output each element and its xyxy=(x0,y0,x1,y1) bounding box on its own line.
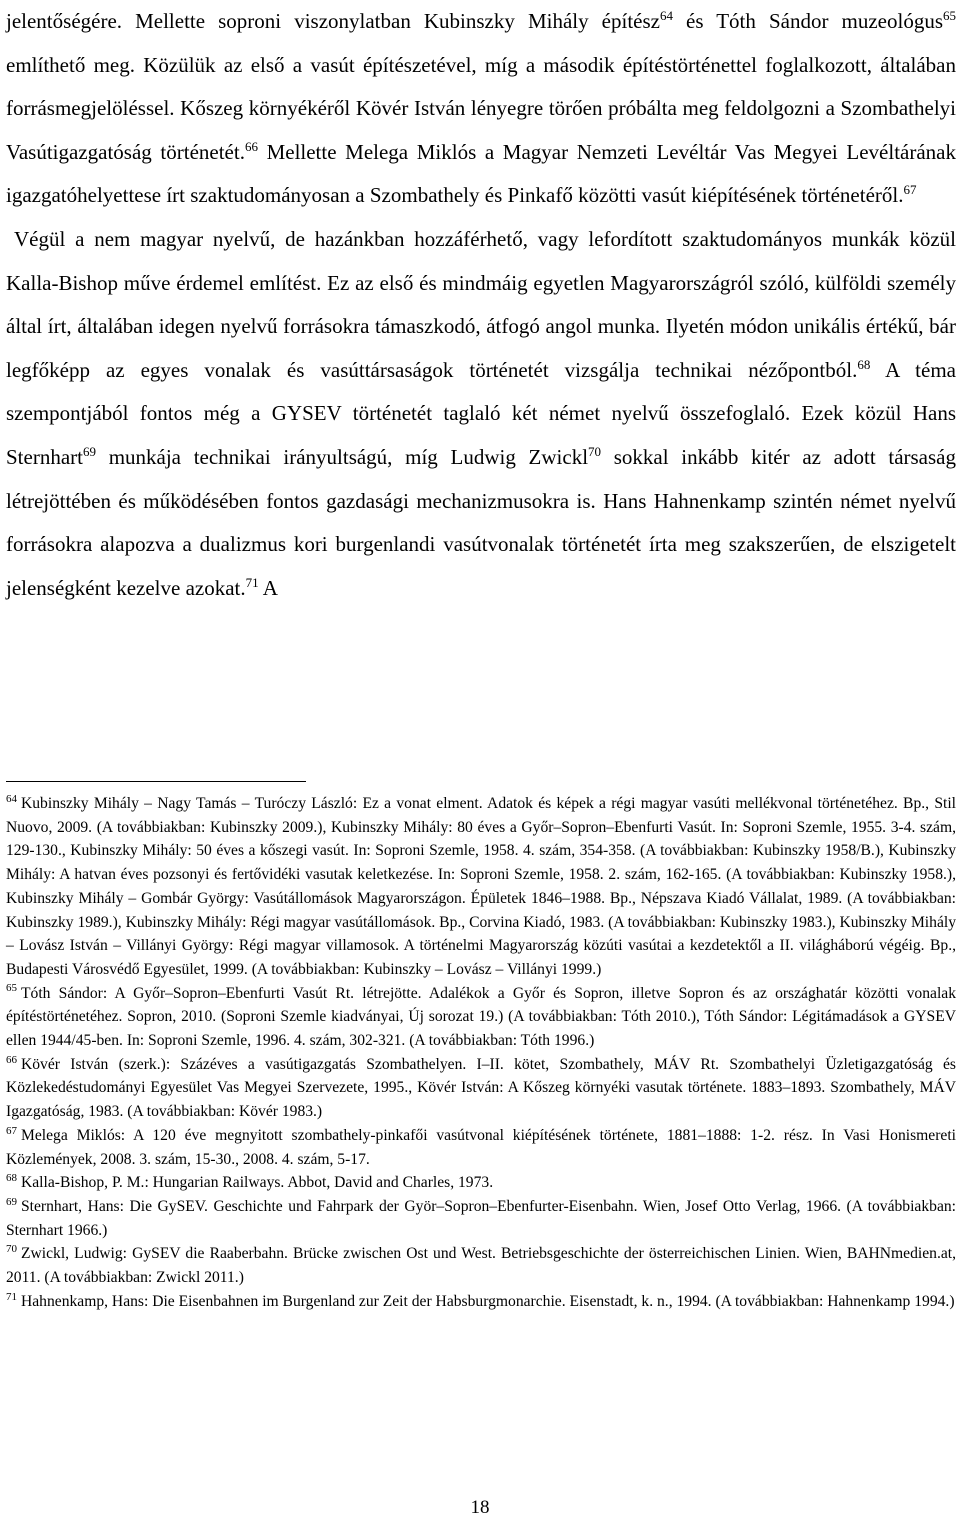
footnote-ref-64[interactable]: 64 xyxy=(659,8,673,23)
footnote-number: 70 xyxy=(6,1243,17,1256)
page-number: 18 xyxy=(470,1497,490,1518)
footnote-text: Kubinszky Mihály – Nagy Tamás – Turóczy László: Ez a vonat elment. Adatok és képek a régi magyar vasúti mellékvonal történetéhez. Bp., Stil Nuovo, 2009. (A továbbiakban: Kubinszky 2009.), Kubinszky Mihály: 80 éves a Győr–Sopron–Ebenfurti Vasút. In: Soproni Szemle, 1955. 3-4. szám, 129-130., Kubinszky Mihály: 50 éves a kőszegi vasút. In: Soproni Szemle, 1958. 4. szám, 354-358. (A továbbiakban: Kubinszky 1958/B.), Kubinszky Mihály: A hatvan éves pozsonyi és fertővidéki vasutak keletkezése. In: Soproni Szemle, 1958. 2. szám, 162-165. (A továbbiakban: Kubinszky 1958.), Kubinszky Mihály – Gombár György: Vasútállomások Magyarországon. Épületek 1846–1988. Bp., Népszava Kiadó Vállalat, 1989. (A továbbiakban: Kubinszky 1989.), Kubinszky Mihály: Régi magyar vasútállomások. Bp., Corvina Kiadó, 1983. (A továbbiakban: Kubinszky 1983.), Kubinszky Mihály – Lovász István – Villányi György: Régi magyar villamosok. A történelmi Magyarország közúti vasútai a kezdetektől a II. világháború végéig. Bp., Budapesti Városvédő Egyesület, 1999. (A továbbiakban: Kubinszky – Lovász – Villányi 1999.) xyxy=(6,795,956,978)
text-run: és Tóth Sándor muzeológus xyxy=(672,9,943,33)
footnote-66 xyxy=(6,1053,956,1124)
footnote-number: 64 xyxy=(6,792,17,805)
footnote-text: Hahnenkamp, Hans: Die Eisenbahnen im Burgenland zur Zeit der Habsburgmonarchie. Eisenstadt, k. n., 1994. (A továbbiakban: Hahnenkamp 1994.) xyxy=(21,1292,955,1310)
footnote-64 xyxy=(6,792,956,982)
footnote-separator xyxy=(6,781,306,782)
text-run: munkája technikai irányultságú, míg Ludwig Zwickl xyxy=(95,444,589,469)
footnote-number: 71 xyxy=(6,1290,17,1303)
text-run: jelentőségére. Mellette soproni viszonylatban Kubinszky Mihály építész xyxy=(6,9,660,33)
footnote-ref-66[interactable]: 66 xyxy=(244,138,258,154)
footnote-text: Kövér István (szerk.): Százéves a vasútigazgatás Szombathelyen. I–II. kötet, Szombathely, MÁV Rt. Szombathelyi Üzletigazgatóság és Közlekedéstudományi Egyesület Vas Megyei Szervezete, 1995., Kövér István: A Kőszeg környéki vasutak története. 1883–1893. Szombathely, MÁV Igazgatóság, 1983. (A továbbiakban: Kövér 1983.) xyxy=(6,1055,956,1121)
footnote-ref-65[interactable]: 65 xyxy=(943,8,956,23)
body-text xyxy=(6,0,956,610)
footnote-ref-70[interactable]: 70 xyxy=(588,443,602,459)
footnote-number: 65 xyxy=(6,982,17,995)
footnote-ref-69[interactable]: 69 xyxy=(82,443,96,459)
footnote-ref-67[interactable]: 67 xyxy=(903,182,917,198)
paragraph-2 xyxy=(6,218,956,610)
footnote-text: Sternhart, Hans: Die GySEV. Geschichte und Fahrpark der Györ–Sopron–Ebenfurter-Eisenbahn. Wien, Josef Otto Verlag, 1966. (A továbbiakban: Sternhart 1966.) xyxy=(6,1197,956,1239)
footnotes xyxy=(6,792,956,1313)
text-run: sokkal inkább kitér az adott társaság létrejöttében és működésében fontos gazdasági mechanizmusokra is. Hans Hahnenkamp szintén német nyelvű forrásokra alapozva a dualizmus kori burgenlandi vasútvonalak történetét írta meg szakszerűen, de elszigetelt jelenségként kezelve azokat. xyxy=(6,444,956,600)
text-run: Végül a nem magyar nyelvű, de hazánkban hozzáférhető, vagy lefordított szaktudományos munkák közül Kalla-Bishop műve érdemel említést. Ez az első és mindmáig egyetlen Magyarországról szóló, külföldi személy által írt, általában idegen nyelvű forrásokra támaszkodó, átfogó angol munka. Ilyetén módon unikális értékű, bár legfőképp az egyes vonalak és vasúttársaságok történetét vizsgálja technikai nézőpontból. xyxy=(6,226,956,382)
footnote-number: 68 xyxy=(6,1172,17,1185)
footnote-text: Zwickl, Ludwig: GySEV die Raaberbahn. Brücke zwischen Ost und West. Betriebsgeschichte der österreichischen Linien. Wien, BAHNmedien.at, 2011. (A továbbiakban: Zwickl 2011.) xyxy=(6,1245,956,1287)
footnote-65 xyxy=(6,982,956,1053)
footnote-ref-68[interactable]: 68 xyxy=(857,356,871,372)
paragraph-1 xyxy=(6,0,956,218)
footnote-number: 67 xyxy=(6,1124,17,1137)
footnote-68 xyxy=(6,1171,956,1195)
text-run: említhető meg. Közülük az első a vasút építészetével, míg a második építéstörténettel foglalkozott, általában forrásmegjelöléssel. Kőszeg környékéről Kövér István lényegre törően próbálta meg feldolgozni a Szombathelyi Vasútigazgatóság történetét. xyxy=(6,52,956,164)
text-run: A xyxy=(258,575,278,600)
footnote-71 xyxy=(6,1290,956,1314)
footnote-text: Melega Miklós: A 120 éve megnyitott szombathely-pinkafői vasútvonal kiépítésének története, 1881–1888: 1-2. rész. In Vasi Honismereti Közlemények, 2008. 3. szám, 15-30., 2008. 4. szám, 5-17. xyxy=(6,1126,956,1168)
text-run: A téma szempontjából fontos még a GYSEV történetét taglaló két német nyelvű összefoglaló. Ezek közül Hans Sternhart xyxy=(6,357,956,469)
footnote-ref-71[interactable]: 71 xyxy=(245,574,259,590)
footnote-text: Tóth Sándor: A Győr–Sopron–Ebenfurti Vasút Rt. létrejötte. Adalékok a Győr és Sopron, illetve Sopron és az országhatár közötti vonalak építéstörténetéhez. Sopron, 2010. (Soproni Szemle kiadványai, Új sorozat 19.) (A továbbiakban: Tóth 2010.), Tóth Sándor: Légitámadások a GYSEV ellen 1944/45-ben. In: Soproni Szemle, 1996. 4. szám, 302-321. (A továbbiakban: Tóth 1996.) xyxy=(6,984,956,1050)
footnote-69 xyxy=(6,1195,956,1242)
footnote-text: Kalla-Bishop, P. M.: Hungarian Railways. Abbot, David and Charles, 1973. xyxy=(21,1174,494,1192)
footnote-number: 66 xyxy=(6,1053,17,1066)
footnote-70 xyxy=(6,1242,956,1289)
footnote-number: 69 xyxy=(6,1195,17,1208)
text-run: Mellette Melega Miklós a Magyar Nemzeti Levéltár Vas Megyei Levéltárának igazgatóhelyettese írt szaktudományosan a Szombathely és Pinkafő közötti vasút kiépítésének történetéről. xyxy=(6,139,956,208)
footnote-67 xyxy=(6,1124,956,1171)
document-page xyxy=(6,0,956,1310)
